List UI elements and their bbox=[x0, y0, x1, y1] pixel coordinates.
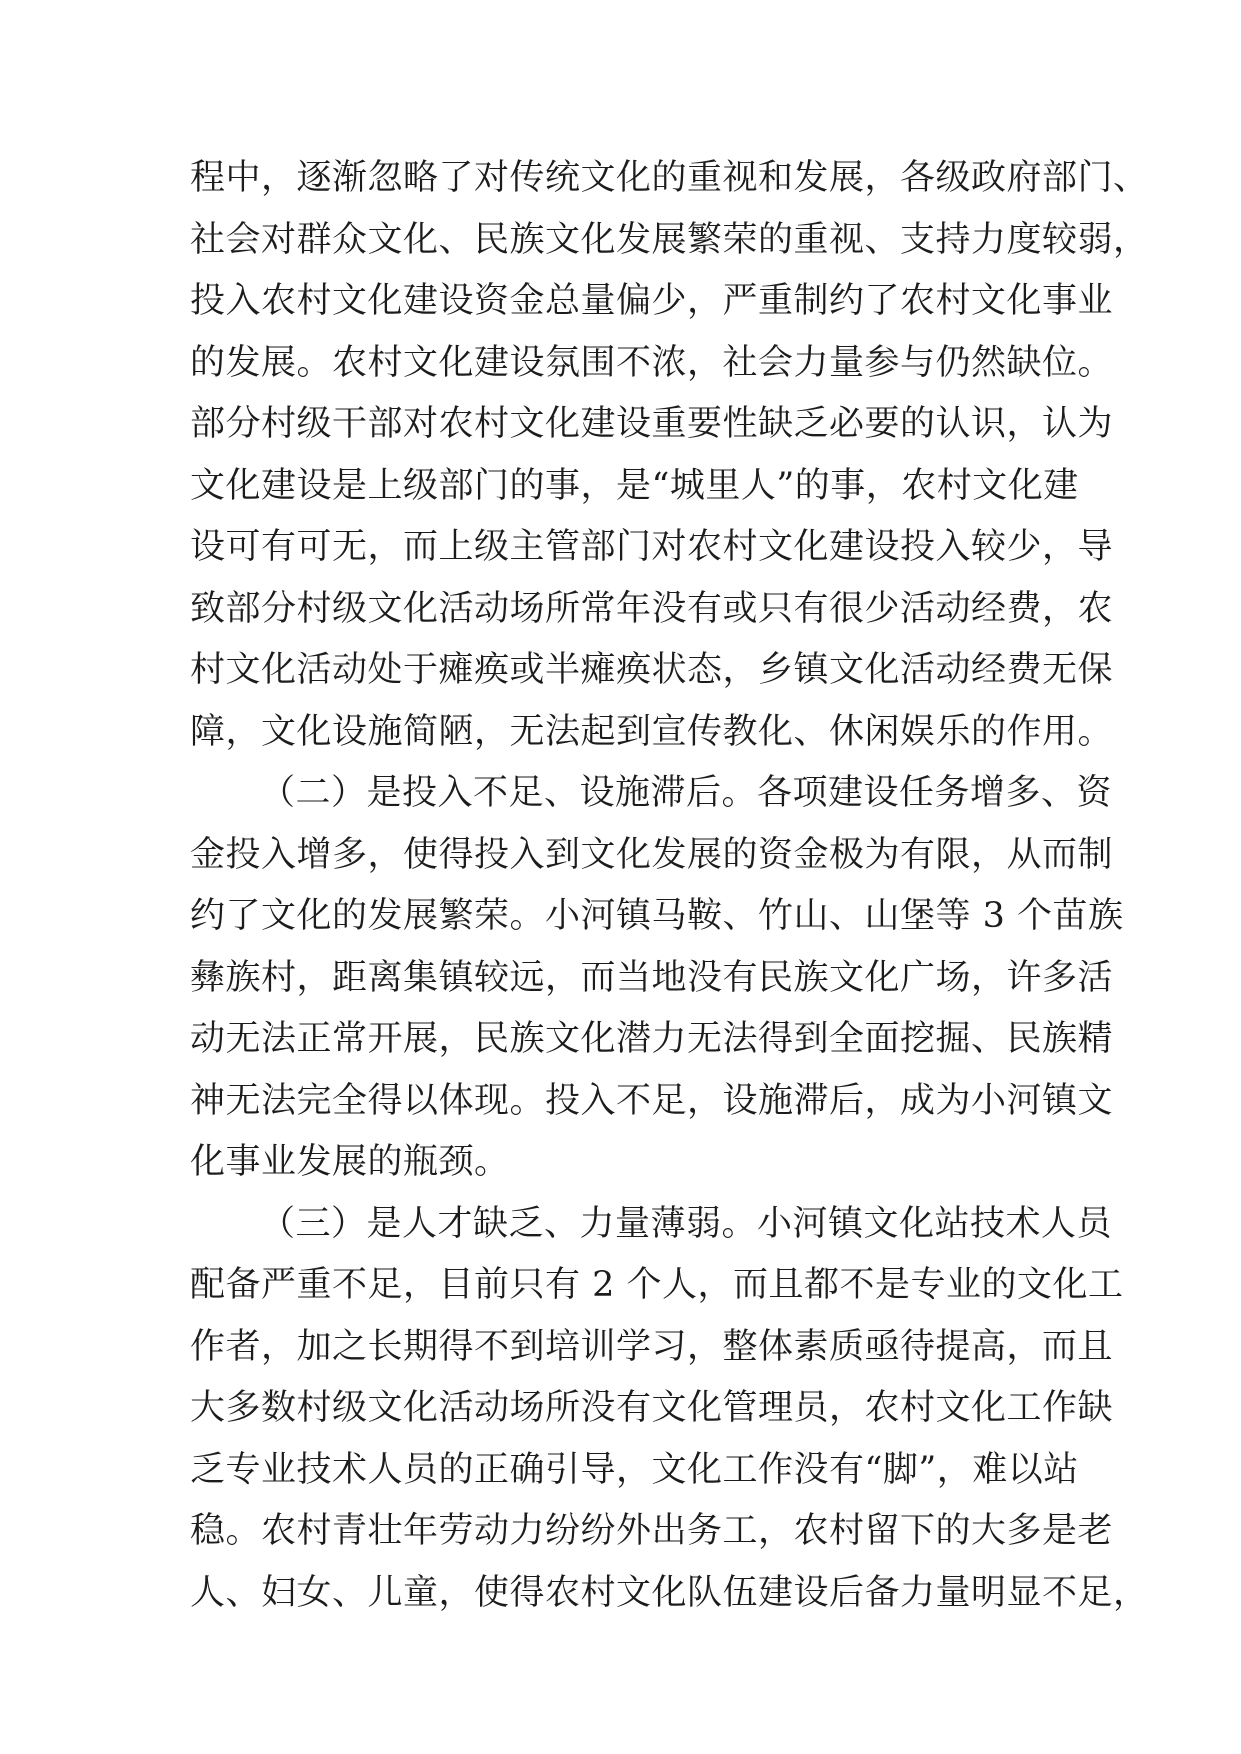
text-line: 致部分村级文化活动场所常年没有或只有很少活动经费，农 bbox=[190, 588, 1114, 629]
text-line: 人、妇女、儿童，使得农村文化队伍建设后备力量明显不足， bbox=[190, 1572, 1149, 1613]
section-heading-line: （二）是投入不足、设施滞后。各项建设任务增多、资 bbox=[260, 773, 1113, 813]
section-heading-line: （三）是人才缺乏、力量薄弱。小河镇文化站技术人员 bbox=[260, 1203, 1113, 1244]
text-line: 化事业发展的瓶颈。 bbox=[190, 1142, 510, 1182]
text-line: 的发展。农村文化建设氛围不浓，社会力量参与仍然缺位。 bbox=[190, 342, 1114, 383]
text-line: 乏专业技术人员的正确引导，文化工作没有“脚”，难以站 bbox=[190, 1449, 1079, 1490]
text-line: 神无法完全得以体现。投入不足，设施滞后，成为小河镇文 bbox=[190, 1080, 1114, 1121]
text-line: 彝族村，距离集镇较远，而当地没有民族文化广场，许多活 bbox=[190, 957, 1114, 998]
text-line: 部分村级干部对农村文化建设重要性缺乏必要的认识，认为 bbox=[190, 404, 1114, 444]
text-line: 设可有可无，而上级主管部门对农村文化建设投入较少，导 bbox=[190, 527, 1114, 567]
text-line: 稳。农村青壮年劳动力纷纷外出务工，农村留下的大多是老 bbox=[190, 1511, 1114, 1551]
text-line: 金投入增多，使得投入到文化发展的资金极为有限，从而制 bbox=[190, 834, 1114, 875]
text-line: 程中，逐渐忽略了对传统文化的重视和发展，各级政府部门、 bbox=[190, 158, 1149, 198]
text-line: 配备严重不足，目前只有 2 个人，而且都不是专业的文化工 bbox=[190, 1265, 1124, 1305]
text-line: 大多数村级文化活动场所没有文化管理员，农村文化工作缺 bbox=[190, 1388, 1114, 1428]
text-line: 社会对群众文化、民族文化发展繁荣的重视、支持力度较弱， bbox=[190, 219, 1149, 260]
text-line: 约了文化的发展繁荣。小河镇马鞍、竹山、山堡等 3 个苗族 bbox=[190, 896, 1124, 936]
text-line: 文化建设是上级部门的事，是“城里人”的事，农村文化建 bbox=[190, 465, 1079, 506]
text-line: 障，文化设施简陋，无法起到宣传教化、休闲娱乐的作用。 bbox=[190, 711, 1114, 752]
text-line: 投入农村文化建设资金总量偏少，严重制约了农村文化事业 bbox=[190, 281, 1114, 321]
text-line: 村文化活动处于瘫痪或半瘫痪状态，乡镇文化活动经费无保 bbox=[190, 650, 1114, 690]
text-line: 作者，加之长期得不到培训学习，整体素质亟待提高，而且 bbox=[190, 1326, 1114, 1367]
body-text bbox=[190, 148, 1149, 1624]
text-line: 动无法正常开展，民族文化潜力无法得到全面挖掘、民族精 bbox=[190, 1019, 1114, 1059]
